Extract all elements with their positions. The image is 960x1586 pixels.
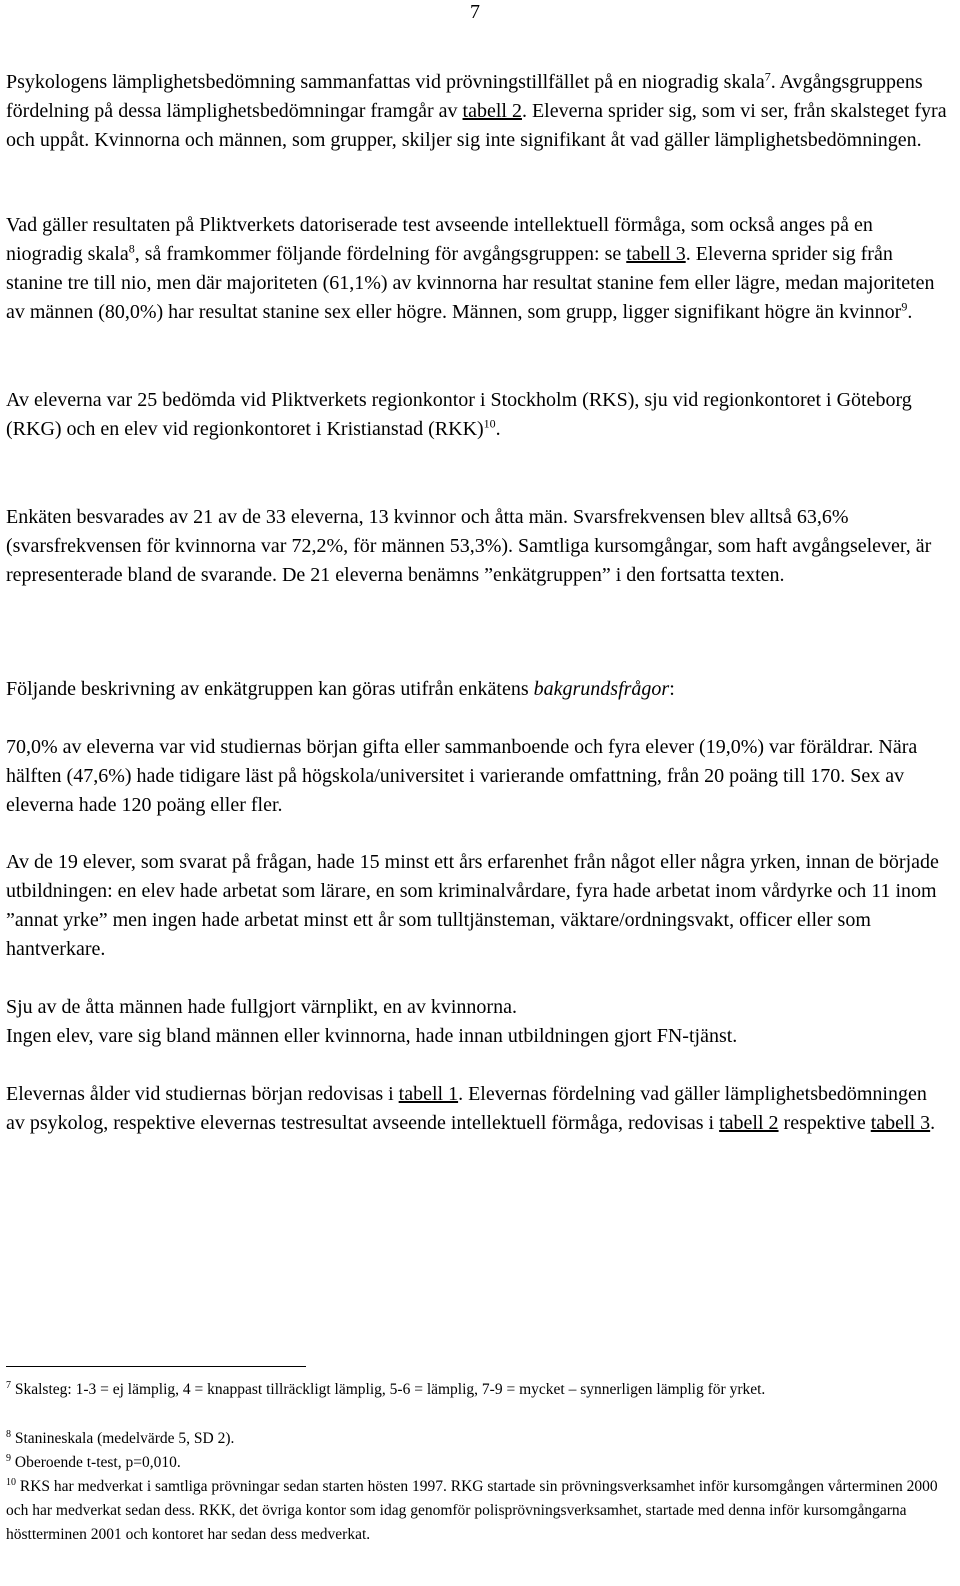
footnote-number: 10 [6, 1476, 16, 1488]
footnote-10 [6, 1475, 950, 1547]
paragraph-varnplikt: Sju av de åtta männen hade fullgjort värnplikt, en av kvinnorna. [6, 996, 517, 1018]
italic-term: bakgrundsfrågor [533, 678, 670, 700]
footnote-ref-10[interactable]: 10 [483, 416, 496, 431]
paragraph-text: , så framkommer följande fördelning för avgångsgruppen: se [134, 243, 627, 265]
paragraph-text: respektive [778, 1112, 871, 1134]
paragraph-text: . Avgångsgruppens fördelning på dessa lämplighetsbedömningar framgår av [6, 71, 923, 122]
link-tabell-2[interactable]: tabell 2 [719, 1112, 779, 1134]
paragraph-text: . [495, 418, 501, 440]
footnote-ref-7[interactable]: 7 [764, 69, 771, 84]
paragraph-text: . [930, 1112, 936, 1134]
paragraph-beskrivning [6, 675, 950, 704]
footnote-number: 8 [6, 1428, 11, 1440]
paragraph-text: Av eleverna var 25 bedömda vid Pliktverkets regionkontor i Stockholm (RKS), sju vid regionkontoret i Göteborg (RKG) och en elev vid regionkontoret i Kristianstad (RKK) [6, 389, 912, 440]
paragraph-test-results [6, 211, 950, 327]
paragraph-regionkontor [6, 386, 950, 444]
paragraph-text: Elevernas ålder vid studiernas början redovisas i [6, 1083, 399, 1105]
link-tabell-2[interactable]: tabell 2 [462, 100, 522, 122]
footnote-ref-9[interactable]: 9 [901, 299, 908, 314]
link-tabell-3[interactable]: tabell 3 [626, 243, 686, 265]
footnote-7 [6, 1378, 950, 1402]
footnote-text: Oberoende t-test, p=0,010. [11, 1454, 181, 1471]
paragraph-fn-tjanst: Ingen elev, vare sig bland männen eller kvinnorna, hade innan utbildningen gjort FN-tjänst. [6, 1025, 738, 1047]
page-number: 7 [470, 1, 480, 23]
footnote-separator [6, 1366, 306, 1367]
footnote-9 [6, 1451, 950, 1475]
paragraph-yrkeserfarenhet: Av de 19 elever, som svarat på frågan, hade 15 minst ett års erfarenhet från något eller några yrken, innan de började utbildningen: en elev hade arbetat som lärare, en som kriminalvårdare, fyra hade arbetat inom vårdyrke och 11 inom ”annat yrke” men ingen hade arbetat minst ett år som tulltjänsteman, väktare/ordningsvakt, officer eller som hantverkare. [6, 851, 939, 960]
footnote-text: Stanineskala (medelvärde 5, SD 2). [11, 1430, 235, 1447]
footnote-8 [6, 1427, 950, 1451]
footnote-text: Skalsteg: 1-3 = ej lämplig, 4 = knappast tillräckligt lämplig, 5-6 = lämplig, 7-9 = mycket – synnerligen lämplig för yrket. [11, 1381, 766, 1398]
paragraph-text: Följande beskrivning av enkätgruppen kan göras utifrån enkätens [6, 678, 534, 700]
paragraph-bakgrund: 70,0% av eleverna var vid studiernas början gifta eller sammanboende och fyra elever (19,0%) var föräldrar. Nära hälften (47,6%) hade tidigare läst på högskola/universitet i varierande omfattning, från 20 poäng till 170. Sex av eleverna hade 120 poäng eller fler. [6, 736, 918, 816]
paragraph-lamplighetsbedomning [6, 68, 950, 155]
footnote-ref-8[interactable]: 8 [128, 241, 135, 256]
paragraph-enkat: Enkäten besvarades av 21 av de 33 eleverna, 13 kvinnor och åtta män. Svarsfrekvensen blev alltså 63,6% (svarsfrekvensen för kvinnorna var 72,2%, för männen 53,3%). Samtliga kursomgångar, som haft avgångselever, är representerade bland de svarande. De 21 eleverna benämns ”enkätgruppen” i den fortsatta texten. [6, 506, 932, 586]
paragraph-text: . Eleverna sprider sig från stanine tre till nio, men där majoriteten (61,1%) av kvinnorna har resultat stanine fem eller lägre, medan majoriteten av männen (80,0%) har resultat stanine sex eller högre. Männen, som grupp, ligger signifikant högre än kvinnor [6, 243, 935, 323]
paragraph-text: . Eleverna sprider sig, som vi ser, från skalsteget fyra och uppåt. Kvinnorna och männen, som grupper, skiljer sig inte signifikant åt vad gäller lämplighetsbedömningen. [6, 100, 947, 151]
paragraph-text: . [907, 301, 913, 323]
footnote-number: 9 [6, 1452, 11, 1464]
paragraph-text: : [669, 678, 675, 700]
paragraph-text: Psykologens lämplighetsbedömning sammanfattas vid prövningstillfället på en niogradig skala [6, 71, 765, 93]
link-tabell-1[interactable]: tabell 1 [398, 1083, 459, 1105]
footnote-text: RKS har medverkat i samtliga prövningar sedan starten hösten 1997. RKG startade sin prövningsverksamhet inför kursomgången vårterminen 2000 och har medverkat sedan dess. RKK, det övriga kontor som idag genomför polisprövningsverksamhet, startade med denna inför kursomgångarna höstterminen 2001 och kontoret har sedan dess medverkat. [6, 1478, 938, 1543]
paragraph-text: Vad gäller resultaten på Pliktverkets datoriserade test avseende intellektuell förmåga, som också anges på en niogradig skala [6, 214, 873, 265]
footnote-number: 7 [6, 1379, 11, 1391]
link-tabell-3[interactable]: tabell 3 [870, 1112, 931, 1134]
paragraph-text: . Elevernas fördelning vad gäller lämplighetsbedömningen av psykolog, respektive elevernas testresultat avseende intellektuell förmåga, redovisas i [6, 1083, 927, 1134]
paragraph-tabeller [6, 1080, 950, 1138]
